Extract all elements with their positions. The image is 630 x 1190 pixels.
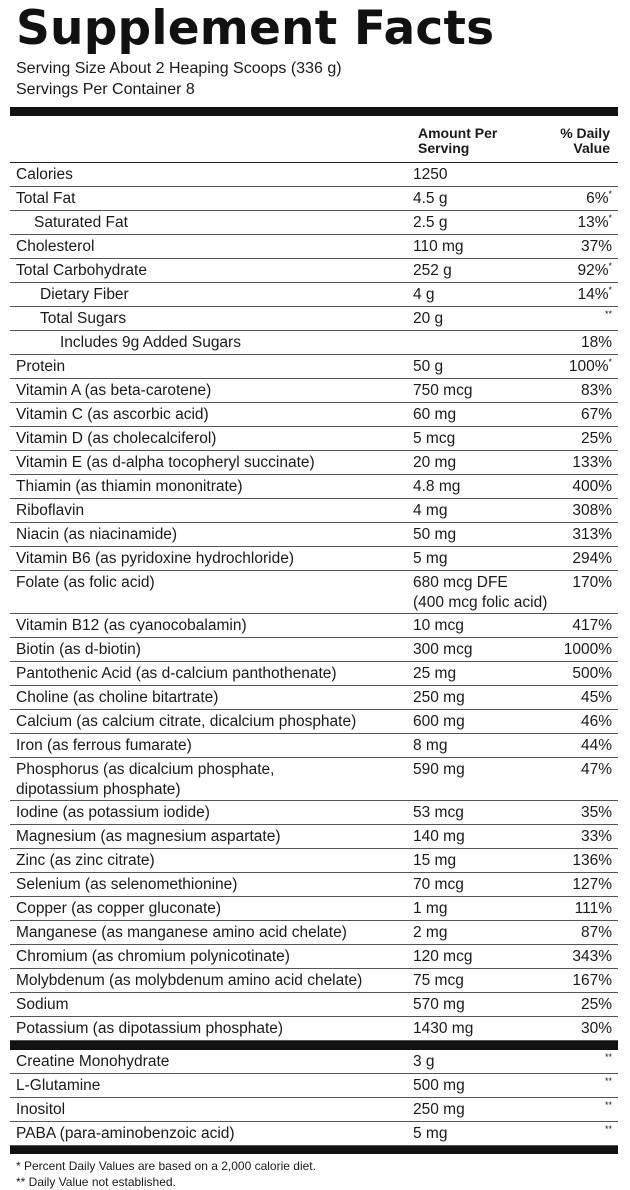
daily-value: 83% <box>580 382 612 399</box>
nutrient-name: Chromium (as chromium polynicotinate) <box>16 948 290 965</box>
middle-thick-bar <box>10 1041 618 1050</box>
table-row <box>10 1122 618 1146</box>
amount-per-serving: 1 mg <box>413 900 448 917</box>
nutrient-name: Zinc (as zinc citrate) <box>16 852 155 869</box>
footnote-marker: * <box>608 213 612 223</box>
daily-value: 45% <box>580 689 612 706</box>
amount-per-serving: 20 g <box>413 310 444 327</box>
footnote-marker: ** <box>604 1052 612 1062</box>
table-row <box>10 993 618 1017</box>
nutrient-name: Calories <box>16 166 73 183</box>
daily-value: 35% <box>580 804 612 821</box>
nutrient-name: L-Glutamine <box>16 1077 101 1094</box>
servings-per-container: Servings Per Container 8 <box>16 81 195 98</box>
table-row <box>10 571 618 614</box>
table-row <box>10 825 618 849</box>
nutrient-name: Dietary Fiber <box>40 286 129 303</box>
nutrient-name: Vitamin A (as beta-carotene) <box>16 382 212 399</box>
daily-value: 30% <box>580 1020 612 1037</box>
footnote-marker: * <box>608 285 612 295</box>
nutrient-name: Vitamin B6 (as pyridoxine hydrochloride) <box>16 550 294 567</box>
footnote-percent-dv: * Percent Daily Values are based on a 2,000 calorie diet. <box>16 1159 316 1173</box>
table-row <box>10 283 618 307</box>
footnote-marker: * <box>608 261 612 271</box>
daily-value: 294% <box>572 550 612 567</box>
label-title: Supplement Facts <box>16 1 495 56</box>
table-row <box>10 1074 618 1098</box>
nutrient-name: Thiamin (as thiamin mononitrate) <box>16 478 243 495</box>
amount-per-serving: 750 mcg <box>413 382 473 399</box>
nutrient-name: Molybdenum (as molybdenum amino acid chelate) <box>16 972 363 989</box>
amount-per-serving: 70 mcg <box>413 876 464 893</box>
amount-per-serving: 680 mcg DFE (400 mcg folic acid) <box>413 574 548 611</box>
nutrient-name: Saturated Fat <box>34 214 128 231</box>
table-row <box>10 710 618 734</box>
daily-value-header: % Daily Value <box>560 125 610 156</box>
daily-value: 13%* <box>577 213 612 231</box>
daily-value: 87% <box>580 924 612 941</box>
footnote-dv-not-established: ** Daily Value not established. <box>16 1175 176 1189</box>
daily-value: 343% <box>572 948 612 965</box>
daily-value: 500% <box>572 665 612 682</box>
footnote-marker: * <box>608 357 612 367</box>
daily-value: 18% <box>580 334 612 351</box>
table-row <box>10 187 618 211</box>
amount-per-serving: 5 mg <box>413 1125 448 1142</box>
top-thick-bar <box>10 107 618 116</box>
amount-per-serving: 5 mg <box>413 550 448 567</box>
amount-per-serving: 500 mg <box>413 1077 465 1094</box>
amount-per-serving: 120 mcg <box>413 948 473 965</box>
daily-value: 167% <box>572 972 612 989</box>
daily-value: 47% <box>580 761 612 778</box>
amount-per-serving: 110 mg <box>413 238 464 255</box>
amount-per-serving: 4 g <box>413 286 435 303</box>
nutrient-name: Total Carbohydrate <box>16 262 147 279</box>
table-row <box>10 686 618 710</box>
table-row <box>10 945 618 969</box>
daily-value: 308% <box>572 502 612 519</box>
amount-per-serving: 60 mg <box>413 406 457 423</box>
table-row <box>10 849 618 873</box>
amount-per-serving: 2 mg <box>413 924 448 941</box>
nutrient-name: Includes 9g Added Sugars <box>60 334 241 351</box>
footnotes <box>10 1158 618 1190</box>
nutrient-name: Vitamin E (as d-alpha tocopheryl succinate) <box>16 454 315 471</box>
daily-value: 313% <box>572 526 612 543</box>
table-row <box>10 163 618 187</box>
serving-size: Serving Size About 2 Heaping Scoops (336 g) <box>16 60 342 77</box>
amount-per-serving: 75 mcg <box>413 972 464 989</box>
nutrient-name: Total Fat <box>16 190 76 207</box>
daily-value: 44% <box>580 737 612 754</box>
nutrient-name: Vitamin C (as ascorbic acid) <box>16 406 209 423</box>
daily-value <box>605 1050 612 1072</box>
nutrient-table <box>10 163 618 1041</box>
amount-per-serving: 570 mg <box>413 996 465 1013</box>
amount-per-serving: 50 mg <box>413 526 457 543</box>
table-row <box>10 758 618 801</box>
table-row <box>10 1050 618 1074</box>
table-row <box>10 523 618 547</box>
table-row <box>10 259 618 283</box>
footnote-marker: ** <box>604 1124 612 1134</box>
table-row <box>10 801 618 825</box>
daily-value: 400% <box>572 478 612 495</box>
amount-per-serving: 252 g <box>413 262 452 279</box>
nutrient-name: Protein <box>16 358 66 375</box>
table-row <box>10 662 618 686</box>
daily-value: 25% <box>580 996 612 1013</box>
nutrient-name: Calcium (as calcium citrate, dicalcium phosphate) <box>16 713 357 730</box>
nutrient-name: Pantothenic Acid (as d-calcium panthothenate) <box>16 665 337 682</box>
daily-value: 46% <box>580 713 612 730</box>
daily-value: 6%* <box>586 189 612 207</box>
nutrient-name: Creatine Monohydrate <box>16 1053 170 1070</box>
amount-per-serving: 590 mg <box>413 761 465 778</box>
daily-value: 14%* <box>577 285 612 303</box>
other-ingredients-table <box>10 1050 618 1146</box>
nutrient-name: Selenium (as selenomethionine) <box>16 876 238 893</box>
daily-value: 136% <box>572 852 612 869</box>
amount-per-serving: 15 mg <box>413 852 457 869</box>
nutrient-name: Magnesium (as magnesium aspartate) <box>16 828 281 845</box>
amount-per-serving: 250 mg <box>413 689 465 706</box>
table-row <box>10 427 618 451</box>
nutrient-name: PABA (para-aminobenzoic acid) <box>16 1125 235 1142</box>
amount-per-serving: 10 mcg <box>413 617 464 634</box>
table-row <box>10 235 618 259</box>
nutrient-name: Vitamin B12 (as cyanocobalamin) <box>16 617 247 634</box>
table-row <box>10 307 618 331</box>
bottom-thick-bar <box>10 1146 618 1154</box>
amount-per-serving: 250 mg <box>413 1101 465 1118</box>
nutrient-name: Iron (as ferrous fumarate) <box>16 737 192 754</box>
amount-per-serving: 20 mg <box>413 454 457 471</box>
daily-value: 92%* <box>577 261 612 279</box>
amount-per-serving: 25 mg <box>413 665 457 682</box>
daily-value: 133% <box>572 454 612 471</box>
nutrient-name: Phosphorus (as dicalcium phosphate, dipotassium phosphate) <box>16 761 275 798</box>
daily-value: 67% <box>580 406 612 423</box>
amount-per-serving: 50 g <box>413 358 444 375</box>
table-row <box>10 614 618 638</box>
amount-per-serving: 3 g <box>413 1053 435 1070</box>
nutrient-name: Cholesterol <box>16 238 95 255</box>
nutrient-name: Potassium (as dipotassium phosphate) <box>16 1020 284 1037</box>
amount-per-serving: 5 mcg <box>413 430 456 447</box>
table-row <box>10 451 618 475</box>
amount-per-serving: 4 mg <box>413 502 448 519</box>
amount-per-serving: 1430 mg <box>413 1020 474 1037</box>
table-row <box>10 403 618 427</box>
daily-value: 417% <box>572 617 612 634</box>
nutrient-name: Total Sugars <box>40 310 127 327</box>
daily-value: 33% <box>580 828 612 845</box>
amount-per-serving: 4.5 g <box>413 190 448 207</box>
table-row <box>10 211 618 235</box>
daily-value: 1000% <box>563 641 612 658</box>
footnote-marker: ** <box>604 1076 612 1086</box>
nutrient-name: Choline (as choline bitartrate) <box>16 689 219 706</box>
nutrient-name: Vitamin D (as cholecalciferol) <box>16 430 217 447</box>
amount-header: Amount Per Serving <box>418 125 498 156</box>
amount-per-serving: 300 mcg <box>413 641 473 658</box>
daily-value: 127% <box>572 876 612 893</box>
nutrient-name: Manganese (as manganese amino acid chelate) <box>16 924 347 941</box>
table-row <box>10 1098 618 1122</box>
nutrient-name: Niacin (as niacinamide) <box>16 526 178 543</box>
table-row <box>10 969 618 993</box>
table-row <box>10 734 618 758</box>
amount-per-serving: 53 mcg <box>413 804 464 821</box>
nutrient-name: Iodine (as potassium iodide) <box>16 804 210 821</box>
footnote-marker: ** <box>604 1100 612 1110</box>
footnote-marker: * <box>608 189 612 199</box>
table-row <box>10 638 618 662</box>
amount-per-serving: 2.5 g <box>413 214 448 231</box>
daily-value <box>605 307 612 329</box>
daily-value <box>605 1098 612 1120</box>
daily-value: 170% <box>572 574 612 591</box>
table-row <box>10 331 618 355</box>
daily-value: 100%* <box>568 357 612 375</box>
table-row <box>10 547 618 571</box>
nutrient-name: Biotin (as d-biotin) <box>16 641 141 658</box>
table-row <box>10 475 618 499</box>
amount-per-serving: 600 mg <box>413 713 465 730</box>
amount-per-serving: 8 mg <box>413 737 448 754</box>
footnote-marker: ** <box>604 309 612 319</box>
amount-per-serving: 1250 <box>413 166 448 183</box>
table-row <box>10 379 618 403</box>
daily-value <box>605 1122 612 1144</box>
table-row <box>10 499 618 523</box>
supplement-facts-label <box>10 0 618 1190</box>
table-row <box>10 897 618 921</box>
daily-value: 37% <box>580 238 612 255</box>
amount-per-serving: 140 mg <box>413 828 465 845</box>
daily-value: 25% <box>580 430 612 447</box>
table-row <box>10 355 618 379</box>
nutrient-name: Copper (as copper gluconate) <box>16 900 222 917</box>
amount-per-serving: 4.8 mg <box>413 478 461 495</box>
table-row <box>10 921 618 945</box>
daily-value: 111% <box>574 900 612 917</box>
nutrient-name: Sodium <box>16 996 69 1013</box>
column-header <box>10 116 618 163</box>
nutrient-name: Inositol <box>16 1101 66 1118</box>
daily-value <box>605 1074 612 1096</box>
nutrient-name: Riboflavin <box>16 502 85 519</box>
table-row <box>10 873 618 897</box>
nutrient-name: Folate (as folic acid) <box>16 574 155 591</box>
table-row <box>10 1017 618 1041</box>
